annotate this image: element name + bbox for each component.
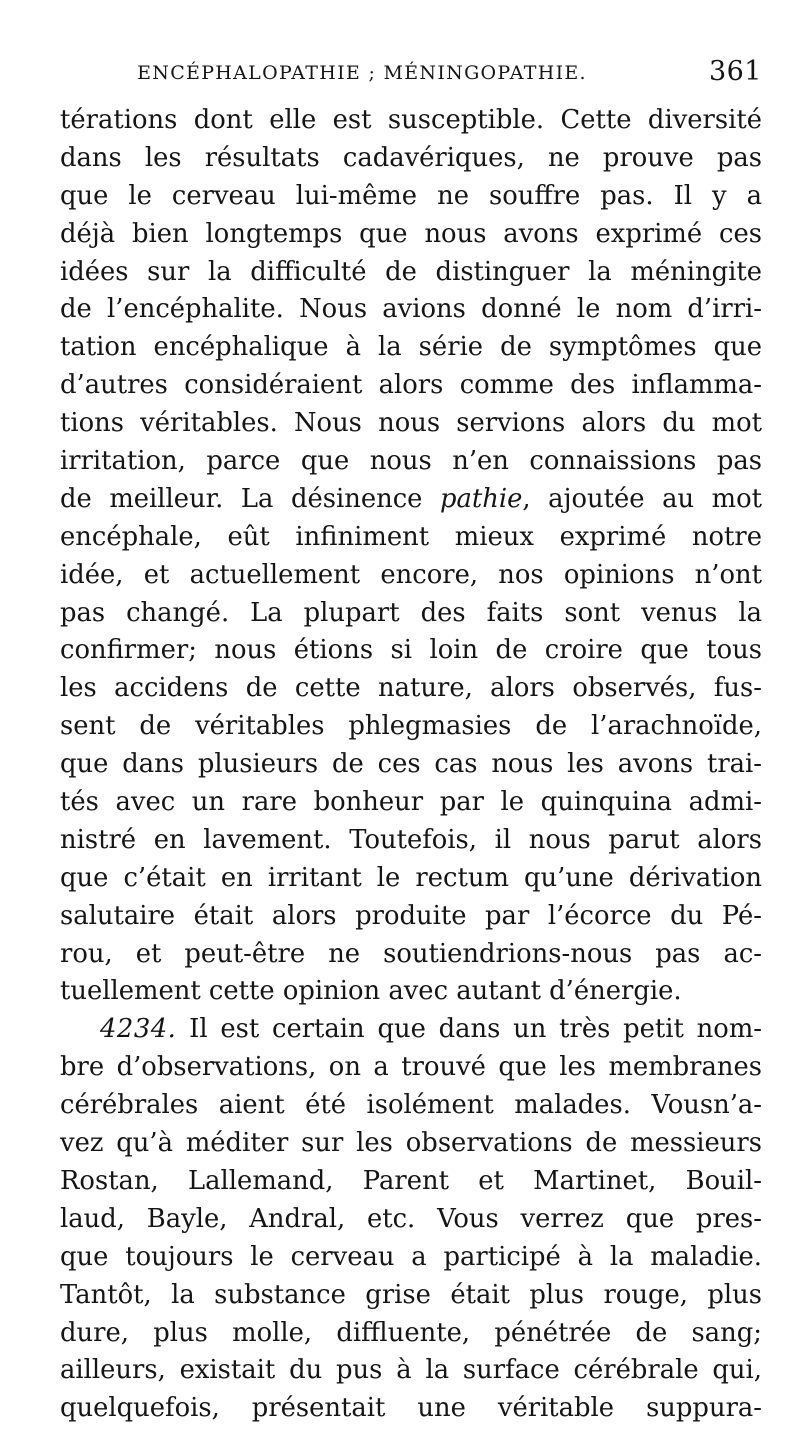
body-text: [60, 102, 762, 1428]
text-line: Tantôt, la substance grise était plus rouge, plus: [60, 1279, 762, 1310]
text-line: Rostan, Lallemand, Parent et Martinet, Bouil-: [60, 1165, 762, 1196]
text-line: bre d’observations, on a trouvé que les membranes: [60, 1052, 762, 1083]
text-line: que le cerveau lui-même ne souffre pas. Il y a: [60, 180, 762, 211]
page-number: 361: [708, 56, 762, 87]
text-segment: de meilleur. La désinence: [60, 483, 440, 514]
text-line: laud, Bayle, Andral, etc. Vous verrez que pres-: [60, 1203, 762, 1234]
paragraph-number: 4234.: [100, 1014, 177, 1045]
text-line: rou, et peut-être ne soutiendrions-nous pas ac-: [60, 938, 762, 969]
text-line: sent de véritables phlegmasies de l’arachnoïde,: [60, 711, 762, 742]
text-line: idées sur la difficulté de distinguer la méningite: [60, 256, 762, 287]
text-line: de l’encéphalite. Nous avions donné le nom d’irri-: [60, 294, 762, 325]
text-line: vez qu’à méditer sur les observations de messieurs: [60, 1128, 762, 1159]
text-line: quelquefois, présentait une véritable suppura-: [60, 1393, 762, 1424]
text-line: dure, plus molle, diffluente, pénétrée de sang;: [60, 1317, 762, 1348]
text-line: d’autres considéraient alors comme des inflamma-: [60, 370, 762, 401]
text-line: que dans plusieurs de ces cas nous les avons trai-: [60, 749, 762, 780]
text-line: idée, et actuellement encore, nos opinions n’ont: [60, 559, 762, 590]
text-line: que c’était en irritant le rectum qu’une dérivation: [60, 862, 762, 893]
italic-term: pathie: [439, 483, 523, 514]
text-segment: , ajoutée au mot: [522, 483, 762, 514]
text-line-with-italic: [60, 481, 762, 519]
text-line: déjà bien longtemps que nous avons exprimé ces: [60, 218, 762, 249]
text-line: que toujours le cerveau a participé à la maladie.: [60, 1241, 762, 1272]
text-line: confirmer; nous étions si loin de croire que tous: [60, 635, 762, 666]
text-line: encéphale, eût infiniment mieux exprimé notre: [60, 521, 762, 552]
running-head: [62, 56, 762, 86]
text-line: tions véritables. Nous nous servions alors du mot: [60, 408, 762, 439]
paragraph-end-line: tuellement cette opinion avec autant d’énergie.: [60, 976, 682, 1007]
text-line: nistré en lavement. Toutefois, il nous parut alors: [60, 824, 762, 855]
text-segment: Il est certain que dans un très petit nom-: [176, 1014, 762, 1045]
numbered-paragraph-start: [60, 1011, 762, 1049]
text-line: cérébrales aient été isolément malades. Vousn’a-: [60, 1090, 762, 1121]
text-line: ailleurs, existait du pus à la surface cérébrale qui,: [60, 1355, 762, 1386]
text-line: pas changé. La plupart des faits sont venus la: [60, 597, 762, 628]
text-line: dans les résultats cadavériques, ne prouve pas: [60, 142, 762, 173]
running-title: ENCÉPHALOPATHIE ; MÉNINGOPATHIE.: [137, 62, 587, 84]
text-line: les accidens de cette nature, alors observés, fus-: [60, 673, 762, 704]
text-line: tation encéphalique à la série de symptômes que: [60, 332, 762, 363]
text-line: tés avec un rare bonheur par le quinquina admi-: [60, 787, 762, 818]
text-line: irritation, parce que nous n’en connaissions pas: [60, 446, 762, 477]
text-line: térations dont elle est susceptible. Cette diversité: [60, 105, 762, 135]
text-line: salutaire était alors produite par l’écorce du Pé-: [60, 900, 762, 931]
